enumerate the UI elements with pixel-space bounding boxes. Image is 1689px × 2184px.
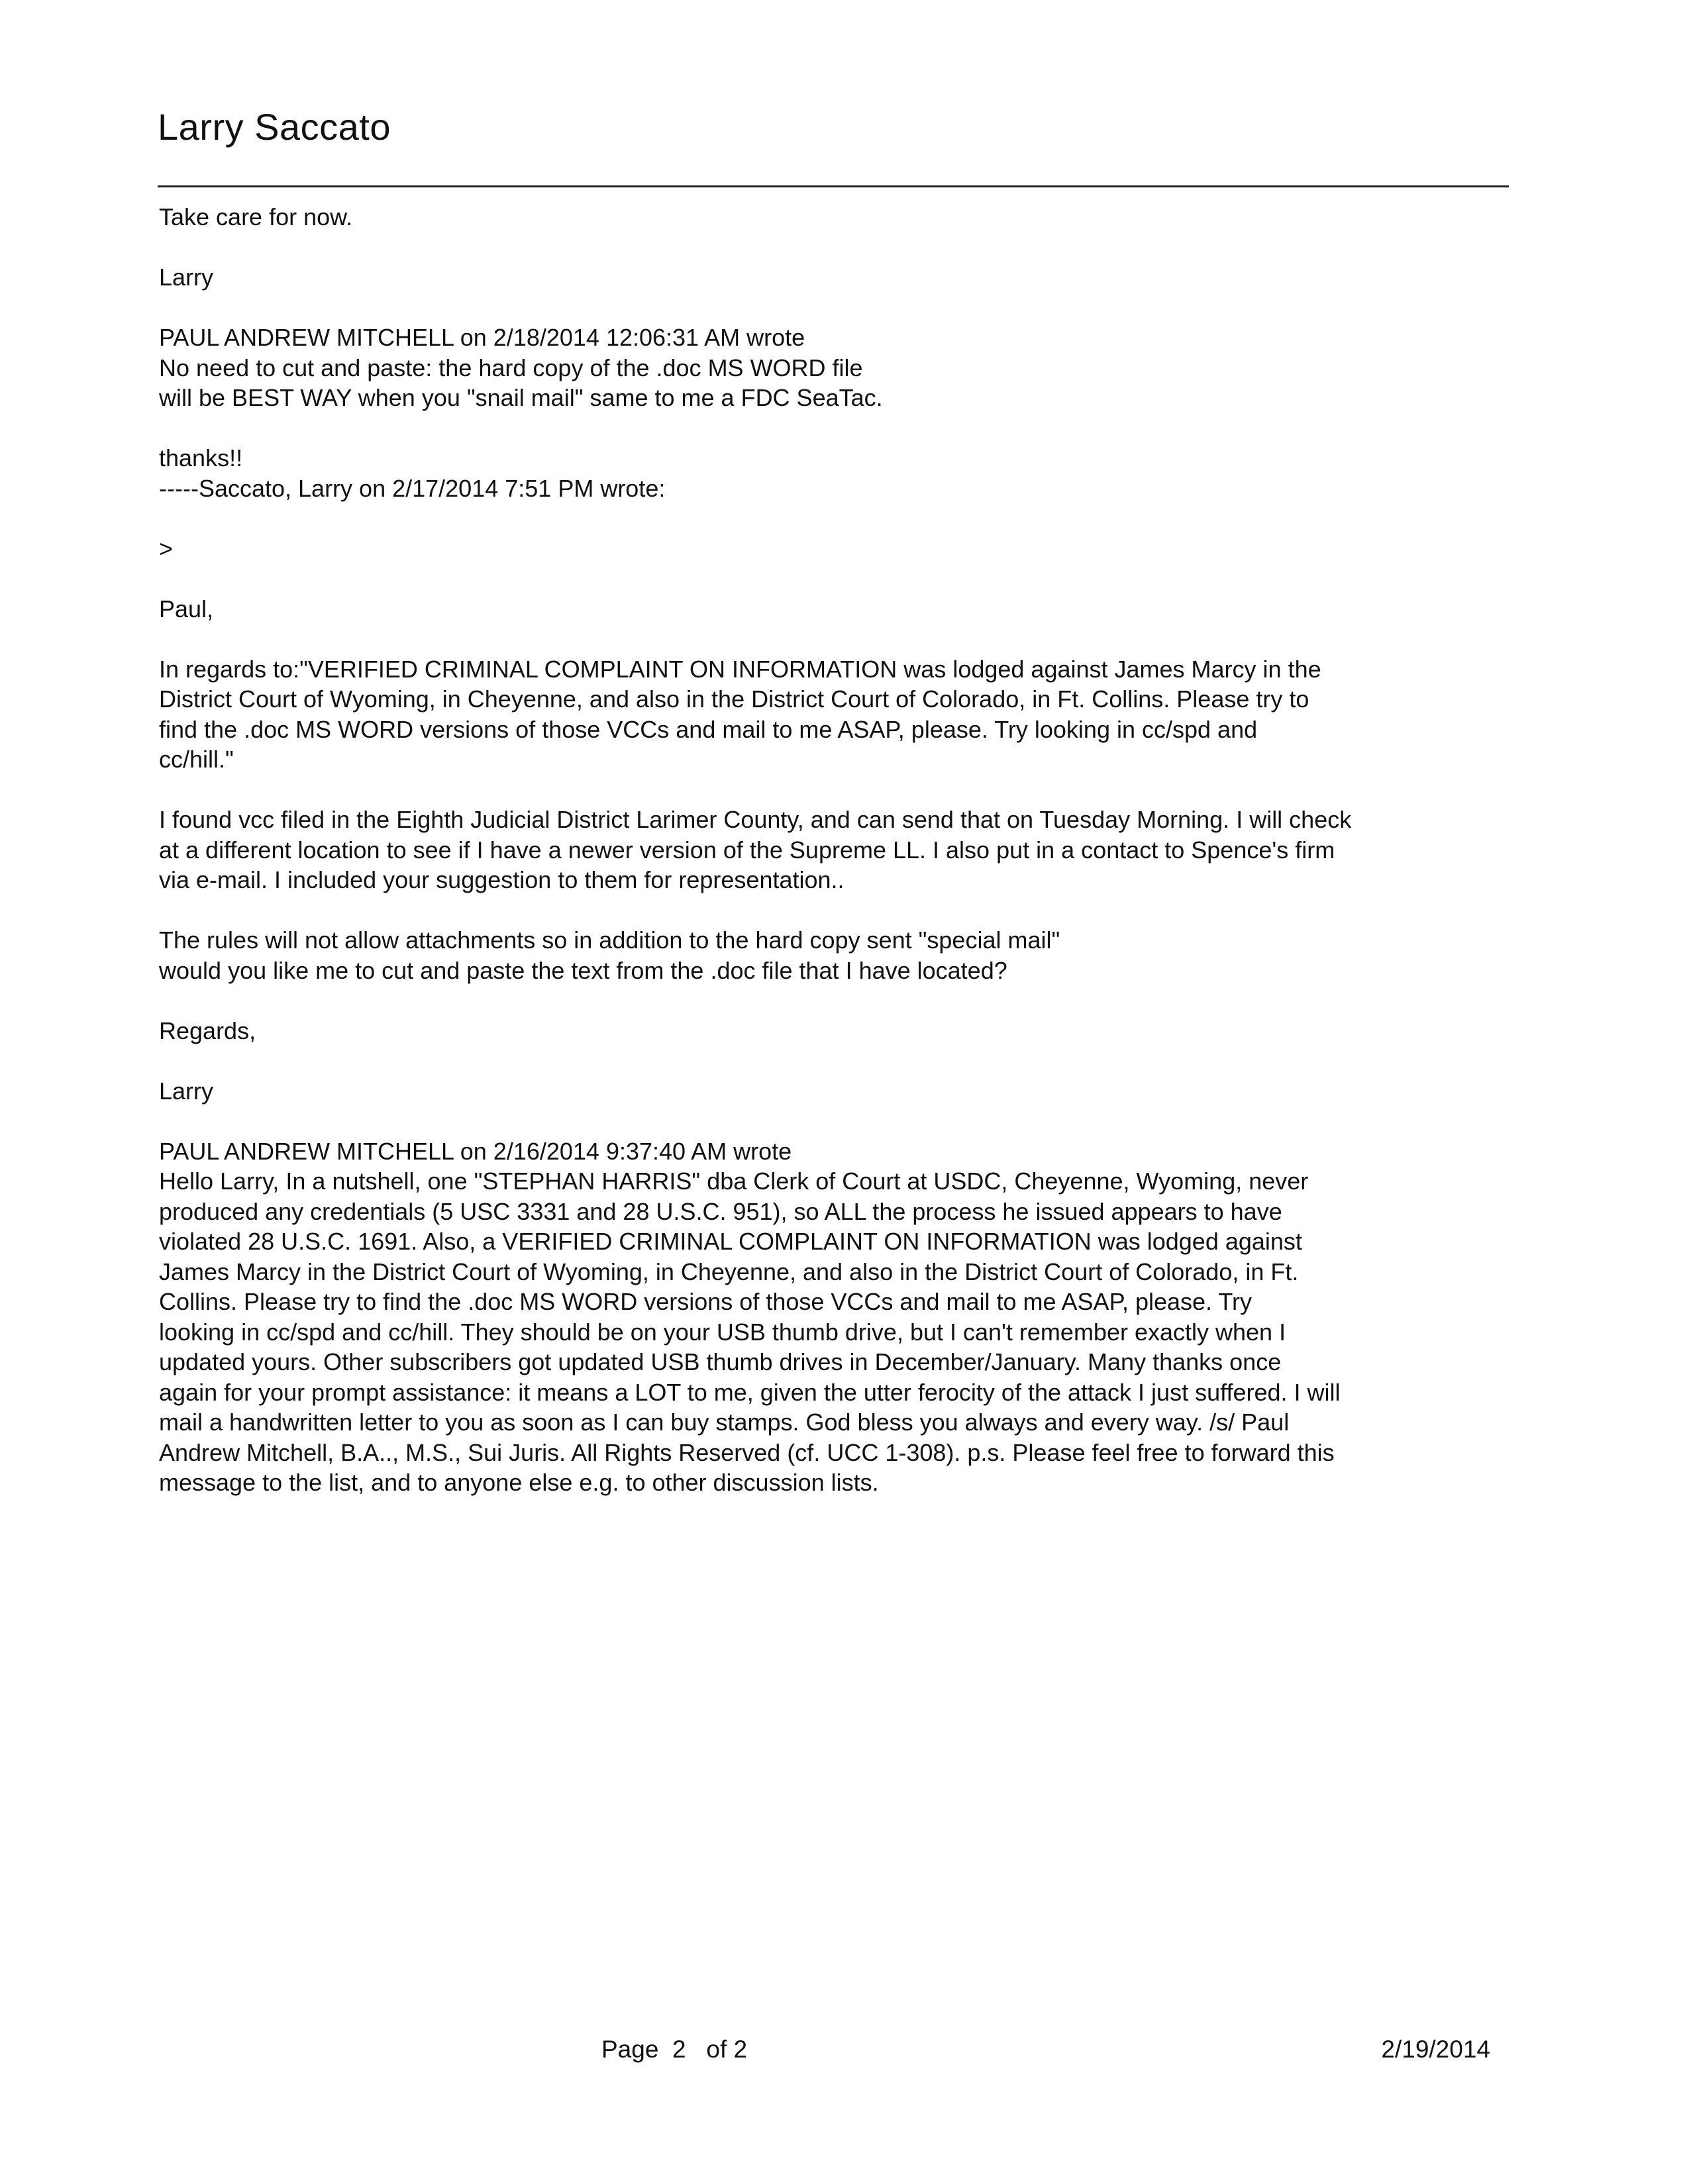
body-line: again for your prompt assistance: it means a LOT to me, given the utter ferocity of the attack I just suffered. I will <box>159 1378 1341 1406</box>
body-line: PAUL ANDREW MITCHELL on 2/18/2014 12:06:31 AM wrote <box>159 324 805 351</box>
body-line: > <box>159 534 174 562</box>
body-line: PAUL ANDREW MITCHELL on 2/16/2014 9:37:40 AM wrote <box>159 1137 792 1165</box>
body-line: -----Saccato, Larry on 2/17/2014 7:51 PM wrote: <box>159 474 666 502</box>
blank-line <box>159 503 1510 534</box>
body-line: I found vcc filed in the Eighth Judicial District Larimer County, and can send that on Tuesday Morning. I will check <box>159 806 1352 833</box>
body-line: Regards, <box>159 1017 256 1044</box>
body-line: thanks!! <box>159 444 243 472</box>
print-date: 2/19/2014 <box>1381 2036 1490 2063</box>
email-body <box>159 202 1510 1498</box>
body-line: will be BEST WAY when you "snail mail" same to me a FDC SeaTac. <box>159 384 883 411</box>
body-line: The rules will not allow attachments so in addition to the hard copy sent "special mail" <box>159 926 1060 954</box>
body-line: Hello Larry, In a nutshell, one "STEPHAN HARRIS" dba Clerk of Court at USDC, Cheyenne, Wyoming, never <box>159 1167 1309 1195</box>
blank-line <box>159 985 1510 1016</box>
body-line: Paul, <box>159 595 214 622</box>
body-line: Take care for now. <box>159 203 353 230</box>
body-line: District Court of Wyoming, in Cheyenne, and also in the District Court of Colorado, in Ft. Collins. Please try to <box>159 685 1309 713</box>
blank-line <box>159 895 1510 926</box>
body-line: cc/hill." <box>159 746 234 773</box>
body-line: James Marcy in the District Court of Wyoming, in Cheyenne, and also in the District Court of Colorado, in Ft. <box>159 1258 1299 1285</box>
body-line: looking in cc/spd and cc/hill. They should be on your USB thumb drive, but I can't remember exactly when I <box>159 1318 1286 1346</box>
title-divider <box>158 185 1509 187</box>
body-line: updated yours. Other subscribers got updated USB thumb drives in December/January. Many thanks once <box>159 1348 1282 1375</box>
body-line: Larry <box>159 1077 214 1105</box>
body-line: Collins. Please try to find the .doc MS WORD versions of those VCCs and mail to me ASAP, please. Try <box>159 1288 1253 1315</box>
body-line: via e-mail. I included your suggestion to them for representation.. <box>159 866 844 893</box>
blank-line <box>159 293 1510 323</box>
body-line: violated 28 U.S.C. 1691. Also, a VERIFIED CRIMINAL COMPLAINT ON INFORMATION was lodged against <box>159 1228 1302 1255</box>
body-line: at a different location to see if I have a newer version of the Supreme LL. I also put in a contact to Spence's firm <box>159 836 1335 864</box>
page-number: Page 2 of 2 <box>601 2036 748 2063</box>
body-line: mail a handwritten letter to you as soon as I can buy stamps. God bless you always and every way. /s/ Paul <box>159 1409 1290 1436</box>
body-line: message to the list, and to anyone else e.g. to other discussion lists. <box>159 1469 879 1496</box>
body-line: would you like me to cut and paste the text from the .doc file that I have located? <box>159 956 1007 984</box>
body-line: In regards to:"VERIFIED CRIMINAL COMPLAINT ON INFORMATION was lodged against James Marcy in the <box>159 655 1321 683</box>
page-title: Larry Saccato <box>158 106 391 148</box>
blank-line <box>159 624 1510 654</box>
body-line: No need to cut and paste: the hard copy of the .doc MS WORD file <box>159 354 863 381</box>
body-line: Larry <box>159 264 214 291</box>
body-line: produced any credentials (5 USC 3331 and 28 U.S.C. 951), so ALL the process he issued appears to have <box>159 1197 1282 1225</box>
body-line: Andrew Mitchell, B.A.., M.S., Sui Juris. All Rights Reserved (cf. UCC 1-308). p.s. Please feel free to forward this <box>159 1438 1335 1466</box>
body-line: find the .doc MS WORD versions of those VCCs and mail to me ASAP, please. Try looking in cc/spd and <box>159 715 1258 743</box>
blank-line <box>159 1106 1510 1136</box>
blank-line <box>159 775 1510 805</box>
blank-line <box>159 413 1510 444</box>
blank-line <box>159 564 1510 594</box>
blank-line <box>159 232 1510 263</box>
blank-line <box>159 1046 1510 1076</box>
